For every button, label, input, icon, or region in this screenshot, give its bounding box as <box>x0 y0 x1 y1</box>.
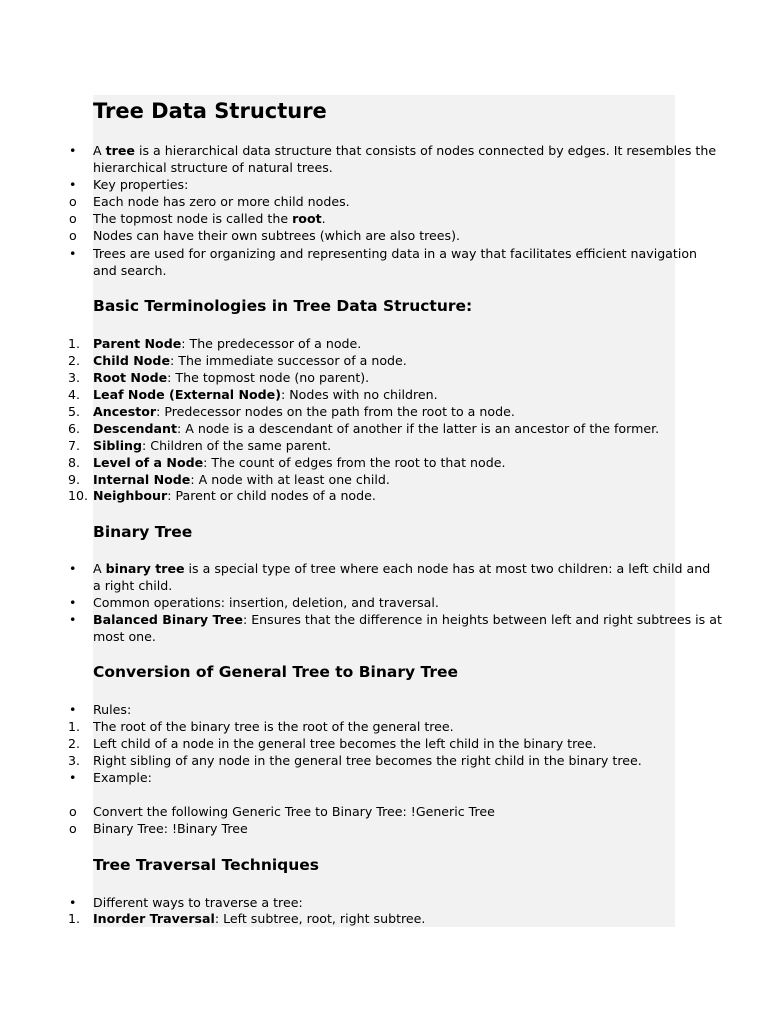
circle-marker: o <box>69 821 77 836</box>
bullet-marker: • <box>69 177 77 192</box>
section-heading-binary-tree: Binary Tree <box>93 523 193 541</box>
list-item-continuation: most one. <box>93 629 156 644</box>
bullet-marker: • <box>69 246 77 261</box>
list-item: The topmost node is called the root. <box>93 211 326 226</box>
list-number: 5. <box>68 404 81 419</box>
term-item: Descendant: A node is a descendant of another if the latter is an ancestor of the former. <box>93 421 660 436</box>
term-item: Leaf Node (External Node): Nodes with no children. <box>93 387 438 402</box>
circle-marker: o <box>69 194 77 209</box>
circle-marker: o <box>69 211 77 226</box>
list-number: 6. <box>68 421 81 436</box>
list-number: 9. <box>68 472 81 487</box>
bullet-marker: • <box>69 702 77 717</box>
bullet-marker: • <box>69 561 77 576</box>
list-number: 1. <box>68 911 81 926</box>
term-item: Ancestor: Predecessor nodes on the path from the root to a node. <box>93 404 515 419</box>
term-item: Level of a Node: The count of edges from the root to that node. <box>93 455 506 470</box>
list-item-continuation: a right child. <box>93 578 173 593</box>
list-item: Convert the following Generic Tree to Binary Tree: !Generic Tree <box>93 804 495 819</box>
rule-item: Right sibling of any node in the general tree becomes the right child in the binary tree. <box>93 753 642 768</box>
bullet-marker: • <box>69 143 77 158</box>
page-title: Tree Data Structure <box>93 99 327 123</box>
bullet-marker: • <box>69 612 77 627</box>
list-item: Inorder Traversal: Left subtree, root, right subtree. <box>93 911 426 926</box>
list-item: Binary Tree: !Binary Tree <box>93 821 248 836</box>
term-item: Sibling: Children of the same parent. <box>93 438 332 453</box>
bullet-marker: • <box>69 895 77 910</box>
list-number: 7. <box>68 438 81 453</box>
list-item: Trees are used for organizing and representing data in a way that facilitates efficient navigation <box>93 246 698 261</box>
list-number: 3. <box>68 370 81 385</box>
list-number: 2. <box>68 736 81 751</box>
list-number: 10. <box>68 488 89 503</box>
circle-marker: o <box>69 804 77 819</box>
list-item: Each node has zero or more child nodes. <box>93 194 350 209</box>
term-item: Root Node: The topmost node (no parent). <box>93 370 370 385</box>
list-number: 1. <box>68 336 81 351</box>
list-item: Key properties: <box>93 177 189 192</box>
list-item: A binary tree is a special type of tree where each node has at most two children: a left child and <box>93 561 711 576</box>
list-number: 3. <box>68 753 81 768</box>
list-item: Common operations: insertion, deletion, and traversal. <box>93 595 439 610</box>
circle-marker: o <box>69 228 77 243</box>
list-item: Example: <box>93 770 152 785</box>
list-item: A tree is a hierarchical data structure that consists of nodes connected by edges. It resembles the <box>93 143 717 158</box>
list-number: 4. <box>68 387 81 402</box>
bullet-marker: • <box>69 770 77 785</box>
term-item: Parent Node: The predecessor of a node. <box>93 336 362 351</box>
bullet-marker: • <box>69 595 77 610</box>
list-number: 8. <box>68 455 81 470</box>
term-item: Internal Node: A node with at least one child. <box>93 472 390 487</box>
section-heading-terminology: Basic Terminologies in Tree Data Structure: <box>93 297 473 315</box>
list-item-continuation: and search. <box>93 263 167 278</box>
list-item: Different ways to traverse a tree: <box>93 895 303 910</box>
list-item-continuation: hierarchical structure of natural trees. <box>93 160 333 175</box>
list-number: 2. <box>68 353 81 368</box>
list-item: Rules: <box>93 702 132 717</box>
list-item: Balanced Binary Tree: Ensures that the difference in heights between left and right subtrees is at <box>93 612 722 627</box>
rule-item: Left child of a node in the general tree becomes the left child in the binary tree. <box>93 736 597 751</box>
list-item: Nodes can have their own subtrees (which are also trees). <box>93 228 461 243</box>
term-item: Child Node: The immediate successor of a node. <box>93 353 407 368</box>
list-number: 1. <box>68 719 81 734</box>
section-heading-traversal: Tree Traversal Techniques <box>93 856 320 874</box>
rule-item: The root of the binary tree is the root of the general tree. <box>93 719 454 734</box>
section-heading-conversion: Conversion of General Tree to Binary Tree <box>93 663 459 681</box>
term-item: Neighbour: Parent or child nodes of a node. <box>93 488 376 503</box>
